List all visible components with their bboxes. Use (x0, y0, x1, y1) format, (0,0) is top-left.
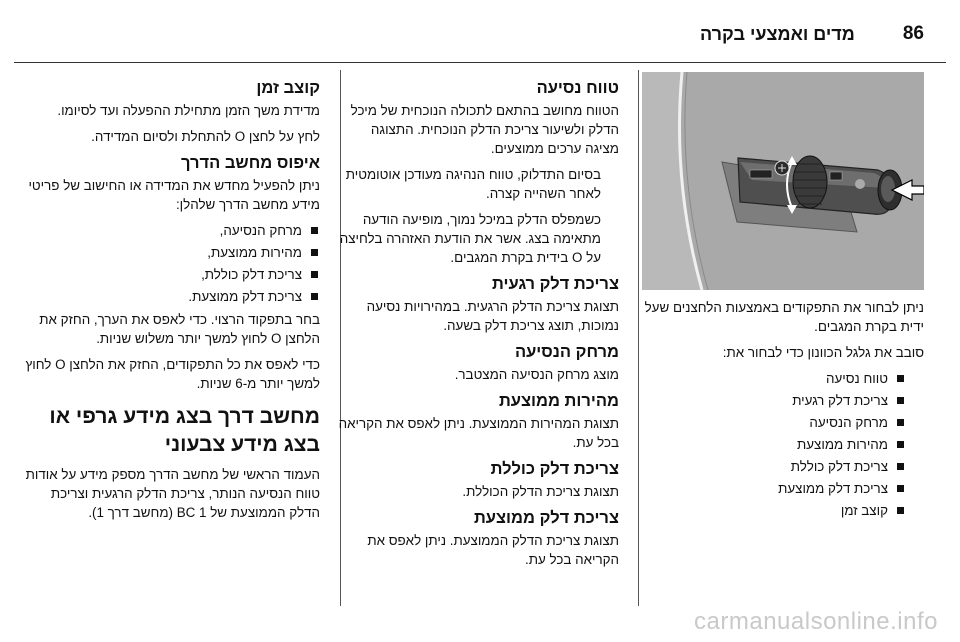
graphic-display-paragraph: העמוד הראשי של מחשב הדרך מספק מידע על אודות טווח הנסיעה הנותר, צריכת הדלק הרגעית וצריכת הדלק הממוצעת של BC 1 (מחשב דרך 1). (25, 467, 320, 520)
timer-paragraph: מדידת משך הזמן מתחילת ההפעלה ועד לסיומו. (57, 103, 320, 118)
column-divider (638, 70, 639, 606)
reset-paragraph: בחר בתפקוד הרצוי. כדי לאפס את הערך, החזק את הלחצן O לחוץ למשך יותר משלוש שניות. (39, 312, 320, 346)
section-heading-total-fuel: צריכת דלק כוללת (490, 460, 619, 478)
function-list (642, 369, 924, 520)
list-item: מרחק הנסיעה (642, 413, 906, 432)
range-paragraph: כשמפלס הדלק במיכל נמוך, מופיעה הודעה מתאימה בצג. אשר את הודעת האזהרה בלחיצה על O בידית בקרת המגבים. (339, 212, 601, 265)
instruction-text: סובב את גלגל הכוונון כדי לבחור את: (722, 345, 924, 360)
section-heading-avg-speed: מהירות ממוצעת (498, 392, 619, 410)
timer-paragraph: לחץ על לחצן O להתחלת ולסיום המדידה. (91, 129, 320, 144)
reset-list (20, 221, 320, 306)
section-heading-avg-fuel: צריכת דלק ממוצעת (473, 509, 619, 527)
watermark: carmanualsonline.info (694, 608, 938, 635)
range-paragraph: הטווח מחושב בהתאם לתכולה הנוכחית של מיכל הדלק ולשיעור צריכת הדלק הנוכחית. התצוגה מציגה ערכים ממוצעים. (350, 103, 619, 156)
list-item: צריכת דלק כוללת (642, 457, 906, 476)
list-item: מהירות ממוצעת, (20, 243, 320, 262)
section-heading-reset: איפוס מחשב הדרך (181, 154, 320, 172)
reset-paragraph: ניתן להפעיל מחדש את המדידה או החישוב של פריטי מידע מחשב הדרך שלהלן: (28, 178, 320, 212)
right-column (642, 298, 924, 524)
list-item: צריכת דלק רגעית (642, 391, 906, 410)
list-item: מרחק הנסיעה, (20, 221, 320, 240)
page-header (18, 14, 924, 54)
page-title: מדים ואמצעי בקרה (700, 23, 855, 44)
left-column (20, 78, 320, 529)
list-item: צריכת דלק ממוצעת. (20, 287, 320, 306)
page-number: 86 (902, 23, 924, 44)
instant-fuel-paragraph: תצוגת צריכת הדלק הרגעית. במהירויות נסיעה נמוכות, תוצג צריכת דלק בשעה. (366, 299, 619, 333)
list-item: מהירות ממוצעת (642, 435, 906, 454)
section-heading-range: טווח נסיעה (536, 79, 619, 97)
section-heading-distance: מרחק הנסיעה (514, 343, 619, 361)
range-paragraph: בסיום התדלוק, טווח הנהיגה מעודכן אוטומטית לאחר השהייה קצרה. (345, 167, 601, 201)
middle-column (337, 78, 619, 576)
header-rule (14, 62, 946, 63)
avg-speed-paragraph: תצוגת המהירות הממוצעת. ניתן לאפס את הקריאה בכל עת. (338, 416, 619, 450)
wiper-stalk-illustration (642, 72, 924, 290)
distance-paragraph: מוצג מרחק הנסיעה המצטבר. (454, 367, 619, 382)
list-item: צריכת דלק כוללת, (20, 265, 320, 284)
list-item: טווח נסיעה (642, 369, 906, 388)
list-item: צריכת דלק ממוצעת (642, 479, 906, 498)
list-item: קוצב זמן (642, 501, 906, 520)
section-heading-timer: קוצב זמן (256, 79, 320, 97)
total-fuel-paragraph: תצוגת צריכת הדלק הכוללת. (462, 484, 619, 499)
intro-text: ניתן לבחור את התפקודים באמצעות הלחצנים שעל ידית בקרת המגבים. (644, 300, 924, 334)
section-heading-instant-fuel: צריכת דלק רגעית (492, 275, 619, 293)
reset-paragraph: כדי לאפס את כל התפקודים, החזק את הלחצן O לחוץ למשך יותר מ-6 שניות. (25, 357, 320, 391)
section-heading-graphic-display: מחשב דרך בצג מידע גרפי או בצג מידע צבעוני (49, 405, 320, 456)
avg-fuel-paragraph: תצוגת צריכת הדלק הממוצעת. ניתן לאפס את הקריאה בכל עת. (367, 533, 619, 567)
